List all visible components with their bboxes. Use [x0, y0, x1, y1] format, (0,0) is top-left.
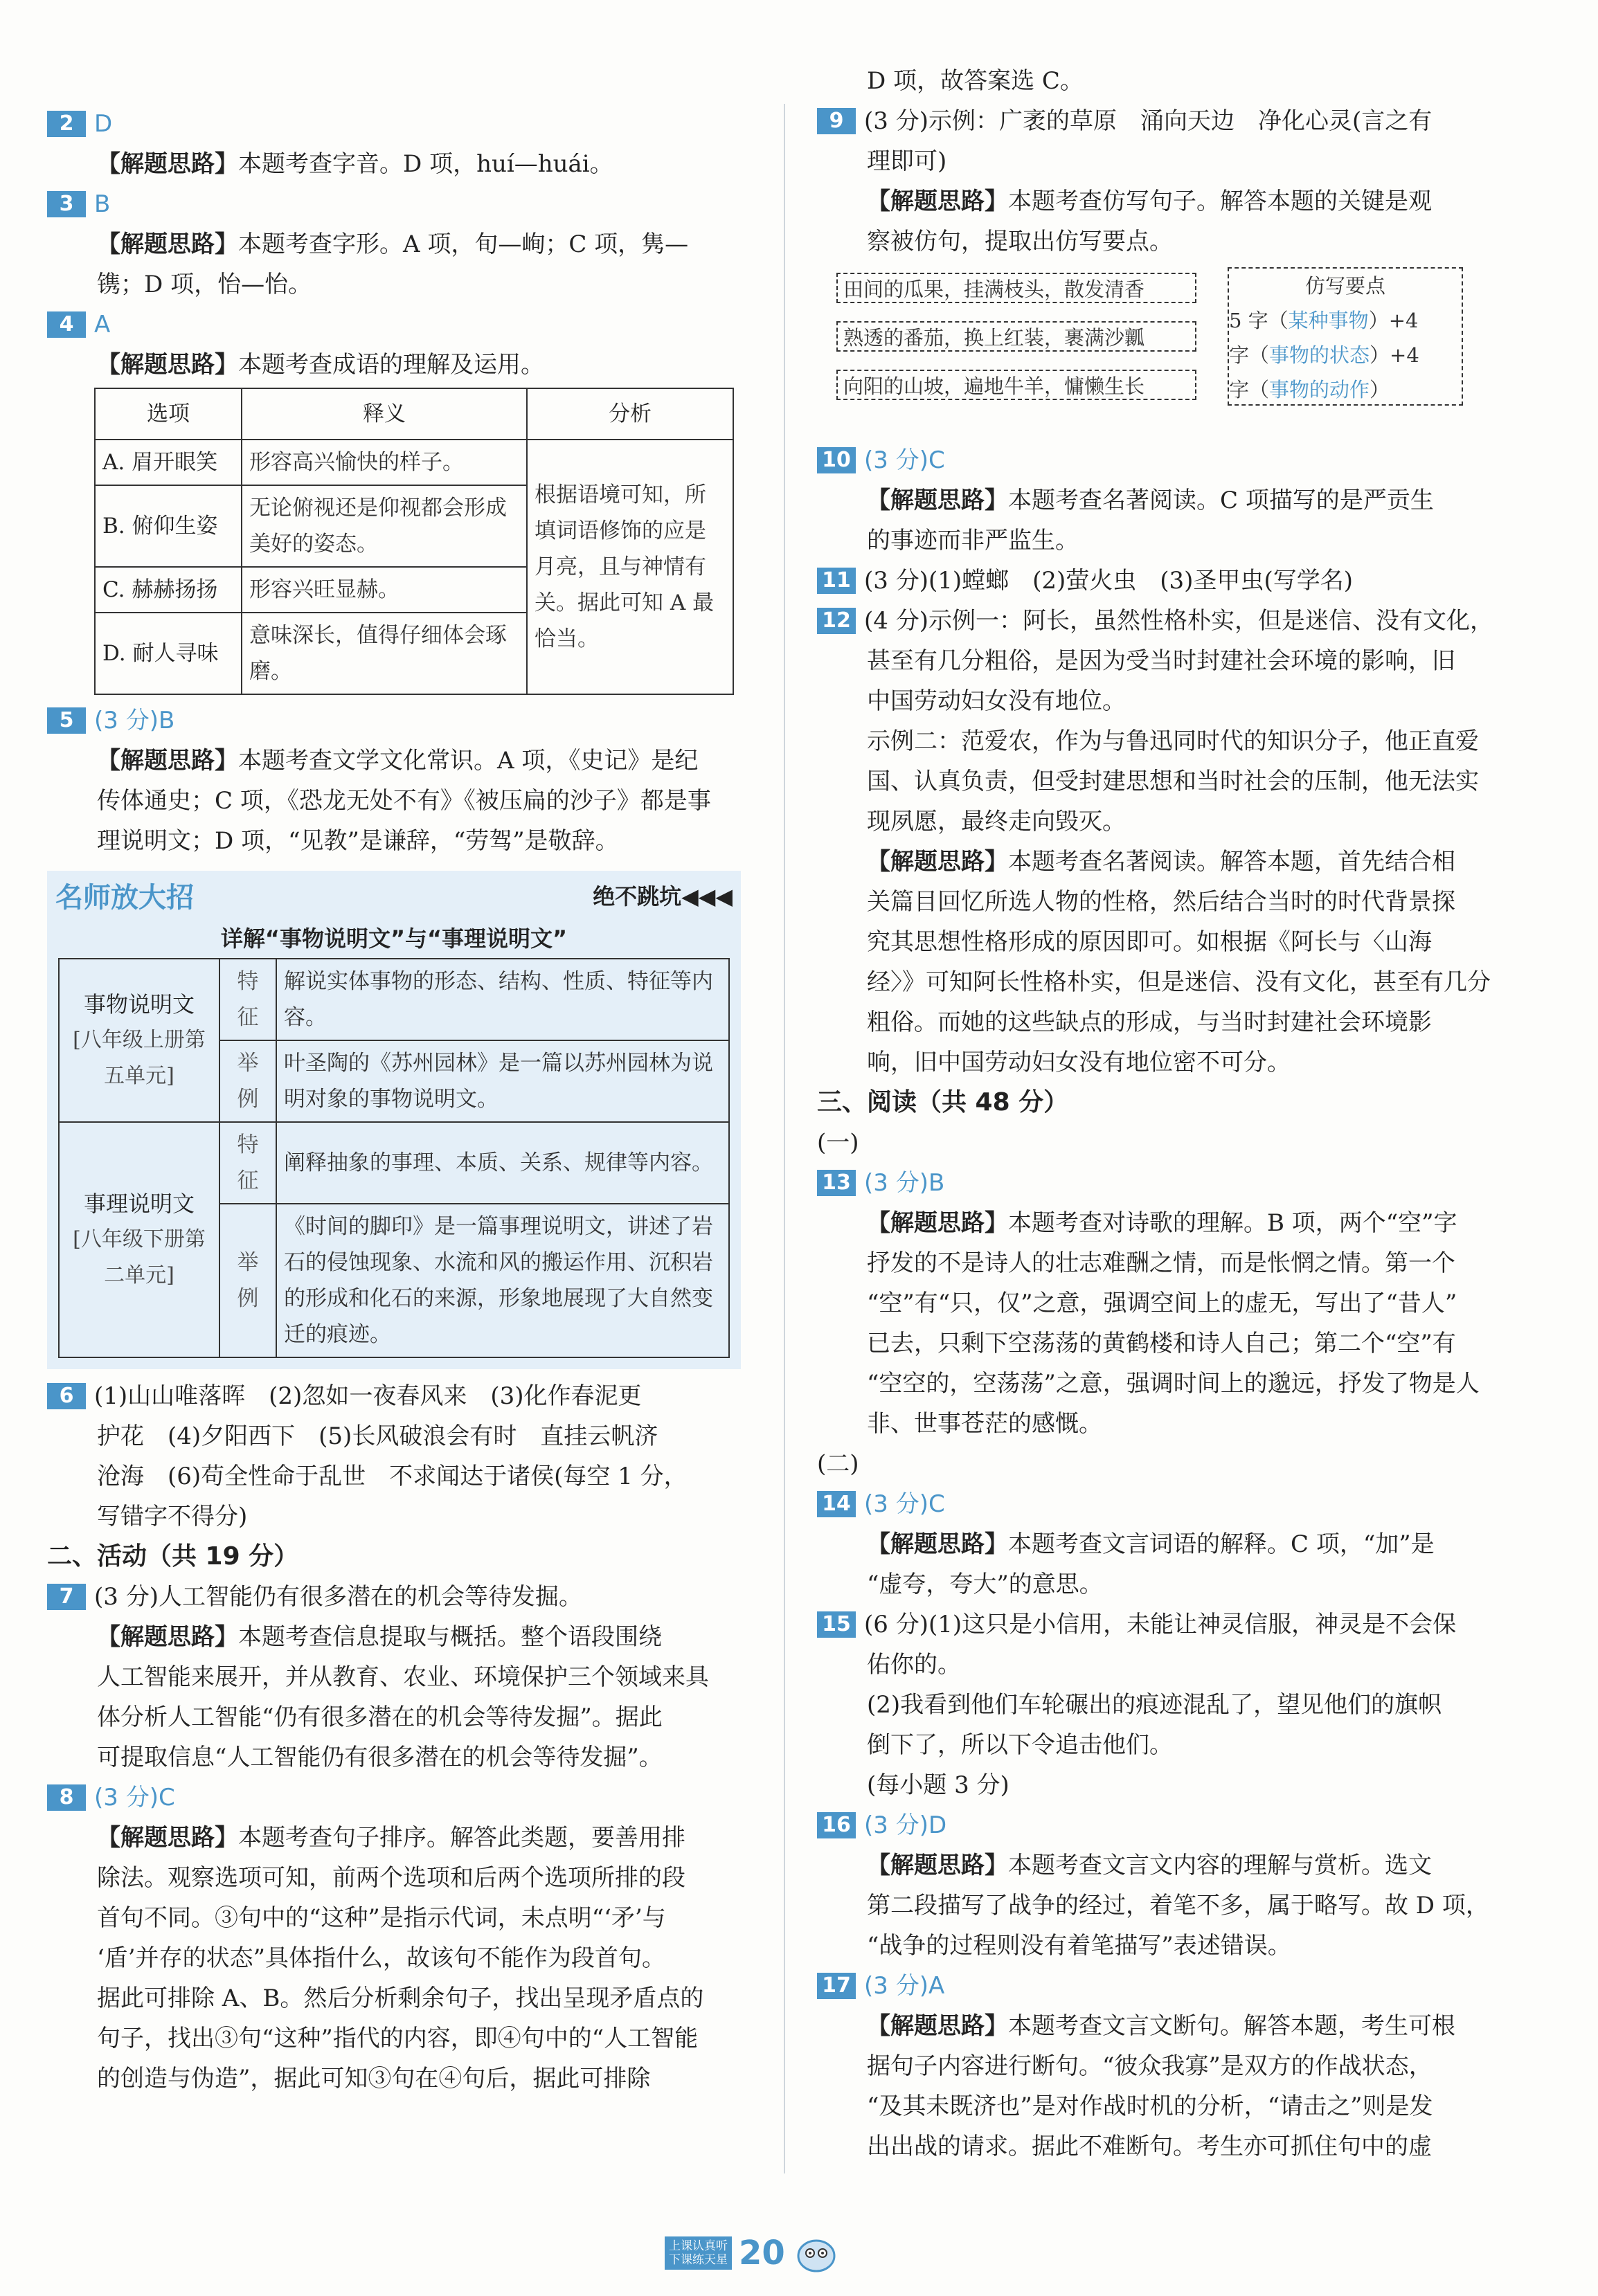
example-text: 叶圣陶的《苏州园林》是一篇以苏州园林为说明对象的事物说明文。 — [276, 1040, 729, 1122]
table-header: 分析 — [527, 388, 733, 440]
question-number: 2 — [47, 111, 86, 137]
category-unit: [八年级上册第五单元] — [73, 1028, 206, 1088]
section-heading: 三、阅读（共 48 分） — [817, 1088, 1069, 1117]
explain-text: 传体通史；C 项，《恐龙无处不有》《被压扁的沙子》都是事 — [97, 787, 711, 815]
tip-right-label: 绝不跳坑◀◀◀ — [593, 883, 733, 910]
explain-text: 的事迹而非严监生。 — [867, 527, 1079, 554]
explain-16 — [817, 1845, 1523, 1886]
explain-text: 出出战的请求。据此不难断句。考生亦可抓住句中的虚 — [867, 2133, 1432, 2160]
category-unit: [八年级下册第二单元] — [73, 1227, 206, 1287]
explain-tag: 【解题思路】 — [867, 848, 1008, 876]
table-cell: D. 耐人寻味 — [95, 613, 242, 694]
point-text: 字（ — [1229, 343, 1270, 367]
answer-text: 佑你的。 — [867, 1651, 961, 1679]
point-line — [1229, 338, 1462, 372]
explain-12 — [817, 842, 1523, 882]
question-number: 9 — [817, 108, 856, 134]
explain-text: “虚夸，夸大”的意思。 — [867, 1571, 1103, 1598]
explain-5 — [47, 741, 741, 781]
explain-text: 据此可排除 A、B。然后分析剩余句子，找出呈现矛盾点的 — [97, 1985, 704, 2012]
point-text: 5 字（ — [1229, 309, 1289, 332]
answer-text: 护花 (4)夕阳西下 (5)长风破浪会有时 直挂云帆济 — [97, 1422, 658, 1450]
table-cell: 意味深长，值得仔细体会琢磨。 — [242, 613, 527, 694]
question-7 — [47, 1577, 741, 1617]
answer-text: (1)山山唯落晖 (2)忽如一夜春风来 (3)化作春泥更 — [94, 1382, 642, 1410]
question-10 — [817, 440, 1523, 480]
answer-text: 中国劳动妇女没有地位。 — [867, 687, 1126, 715]
feature-label: 特征 — [219, 1122, 276, 1204]
answer-text: 理即可) — [867, 147, 947, 175]
question-number: 12 — [817, 608, 856, 634]
answer: A — [94, 311, 111, 338]
explain-tag: 【解题思路】 — [97, 747, 238, 775]
imitation-diagram — [836, 267, 1523, 433]
explain-text: “战争的过程则没有着笔描写”表述错误。 — [867, 1932, 1291, 1960]
explain-text: “空空的，空荡荡”之意，强调时间上的邈远，抒发了物是人 — [867, 1370, 1480, 1398]
explain-8 — [47, 1818, 741, 1858]
feature-text: 解说实体事物的形态、结构、性质、特征等内容。 — [276, 959, 729, 1040]
question-13 — [817, 1163, 1523, 1203]
explain-tag: 【解题思路】 — [97, 1824, 238, 1852]
page-number: 20 — [739, 2234, 785, 2272]
explain-text: 本题考查信息提取与概括。整个语段围绕 — [238, 1623, 662, 1651]
explain-tag: 【解题思路】 — [867, 1209, 1008, 1237]
example-label: 举例 — [219, 1204, 276, 1357]
explain-text: 经〉》可知阿长性格朴实，但是迷信、没有文化，甚至有几分 — [867, 968, 1491, 996]
answer: (3 分)D — [864, 1811, 947, 1839]
answer: (3 分)A — [864, 1972, 945, 2000]
explain-text: 粗俗。而她的这些缺点的形成，与当时封建社会环境影 — [867, 1009, 1432, 1036]
explain-text: 抒发的不是诗人的壮志难酬之情，而是怅惘之情。第一个 — [867, 1249, 1455, 1277]
explain-text: 本题考查文言文断句。解答本题，考生可根 — [1008, 2012, 1455, 2040]
explain-text: 究其思想性格形成的原因即可。如根据《阿长与〈山海 — [867, 928, 1432, 956]
question-2 — [47, 104, 741, 144]
question-17 — [817, 1966, 1523, 2006]
explain-9 — [817, 181, 1523, 222]
answer-text: 倒下了，所以下令追击他们。 — [867, 1731, 1173, 1759]
answer: (3 分)C — [94, 1784, 175, 1811]
question-number: 14 — [817, 1491, 856, 1517]
question-number: 17 — [817, 1973, 856, 1999]
question-number: 5 — [47, 707, 86, 734]
table-cell: 根据语境可知，所填词语修饰的应是月亮，且与神情有关。据此可知 A 最恰当。 — [527, 440, 733, 694]
explain-tag: 【解题思路】 — [867, 2012, 1008, 2040]
explain-17 — [817, 2006, 1523, 2046]
explain-text: 本题考查名著阅读。解答本题，首先结合相 — [1008, 848, 1455, 876]
explain-4 — [47, 345, 741, 385]
table-cell: C. 赫赫扬扬 — [95, 567, 242, 613]
table-cell: 无论俯视还是仰视都会形成美好的姿态。 — [242, 485, 527, 567]
explain-text: 非、世事苍茫的感慨。 — [867, 1410, 1102, 1438]
explain-tag: 【解题思路】 — [97, 351, 238, 379]
page-footer — [665, 2222, 900, 2284]
explain-text: 本题考查文学文化常识。A 项，《史记》是纪 — [238, 747, 699, 775]
explain-text: 本题考查成语的理解及运用。 — [238, 351, 544, 379]
question-number: 8 — [47, 1784, 86, 1811]
explain-text: 本题考查字音。D 项，huí—huái。 — [238, 150, 613, 178]
explain-text: 察被仿句，提取出仿写要点。 — [867, 228, 1173, 255]
explain-text: 句子，找出③句“这种”指代的内容，即④句中的“人工智能 — [97, 2025, 699, 2052]
point-line — [1229, 303, 1462, 338]
idiom-table — [94, 388, 734, 695]
points-title: 仿写要点 — [1304, 274, 1385, 298]
explain-text: 第二段描写了战争的经过，着笔不多，属于略写。故 D 项， — [867, 1892, 1489, 1919]
explain-tag: 【解题思路】 — [97, 230, 238, 258]
feature-label: 特征 — [219, 959, 276, 1040]
question-8 — [47, 1778, 741, 1818]
table-cell: A. 眉开眼笑 — [95, 440, 242, 485]
part-label: (一) — [817, 1129, 859, 1157]
question-4 — [47, 305, 741, 345]
footer-slogan — [665, 2236, 732, 2270]
slogan-line: 上课认真听 — [669, 2239, 728, 2253]
explain-text: “及其未既济也”是对作战时机的分析，“请击之”则是发 — [867, 2092, 1433, 2120]
point-text: ）+4 — [1368, 309, 1419, 332]
example-sentence: 田间的瓜果，挂满枝头，散发清香 — [836, 273, 1196, 303]
example-text: 《时间的脚印》是一篇事理说明文，讲述了岩石的侵蚀现象、水流和风的搬运作用、沉积岩的形成和化石的来源，形象地展现了大自然变迁的痕迹。 — [276, 1204, 729, 1357]
answer: (3 分)C — [864, 446, 945, 474]
question-number: 4 — [47, 311, 86, 338]
explain-2 — [47, 144, 741, 184]
explain-text: 体分析人工智能“仍有很多潜在的机会等待发掘”。据此 — [97, 1703, 663, 1731]
explain-text: 关篇目回忆所选人物的性格，然后结合当时的时代背景探 — [867, 888, 1455, 916]
question-number: 11 — [817, 568, 856, 594]
question-11 — [817, 561, 1523, 601]
question-number: 7 — [47, 1584, 86, 1610]
question-14 — [817, 1484, 1523, 1524]
explain-text: 本题考查文言词语的解释。C 项，“加”是 — [1008, 1530, 1435, 1558]
question-number: 15 — [817, 1611, 856, 1638]
table-header: 选项 — [95, 388, 242, 440]
answer-text: 写错字不得分) — [97, 1503, 248, 1530]
answer: (3 分)C — [864, 1490, 945, 1518]
explain-text: 本题考查字形。A 项，旬—峋；C 项，隽— — [238, 230, 689, 258]
column-divider — [784, 104, 785, 2173]
explain-text: 据句子内容进行断句。“彼众我寡”是双方的作战状态， — [867, 2052, 1433, 2080]
question-6 — [47, 1376, 741, 1416]
question-9 — [817, 101, 1523, 141]
answer-text: 示例二：范爱农，作为与鲁迅同时代的知识分子，他正直爱 — [867, 727, 1479, 755]
explain-text: 已去，只剩下空荡荡的黄鹤楼和诗人自己；第二个“空”有 — [867, 1330, 1456, 1357]
question-number: 10 — [817, 447, 856, 473]
answer-text: (4 分)示例一：阿长，虽然性格朴实，但是迷信、没有文化， — [864, 607, 1493, 635]
answer-text: (6 分)(1)这只是小信用，未能让神灵信服，神灵是不会保 — [864, 1611, 1457, 1638]
explain-14 — [817, 1524, 1523, 1564]
explain-text: “空”有“只，仅”之意，强调空间上的虚无，写出了“昔人” — [867, 1290, 1457, 1317]
explain-text: 本题考查文言文内容的理解与赏析。选文 — [1008, 1852, 1432, 1879]
left-column — [47, 104, 741, 2099]
answer-text: (2)我看到他们车轮碾出的痕迹混乱了，望见他们的旗帜 — [867, 1691, 1442, 1719]
tip-subtitle: 详解“事物说明文”与“事理说明文” — [220, 925, 568, 952]
category-name: 事物说明文 — [83, 991, 195, 1018]
table-header: 释义 — [242, 388, 527, 440]
answer: (3 分)B — [94, 707, 175, 734]
tip-logo: 名师放大招 — [55, 881, 194, 914]
question-15 — [817, 1605, 1523, 1645]
explain-3 — [47, 224, 741, 264]
explain-text: 可提取信息“人工智能仍有很多潜在的机会等待发掘”。 — [97, 1744, 663, 1771]
explain-text: 镌；D 项，怡—怡。 — [97, 271, 312, 298]
imitation-points — [1228, 267, 1463, 406]
right-column — [817, 67, 1523, 2167]
point-text: 字（ — [1229, 378, 1270, 401]
question-number: 13 — [817, 1170, 856, 1196]
answer: B — [94, 190, 111, 218]
table-cell: B. 俯仰生姿 — [95, 485, 242, 567]
explain-text: 除法。观察选项可知，前两个选项和后两个选项所排的段 — [97, 1864, 685, 1892]
example-sentence: 熟透的番茄，换上红装，裹满沙瓤 — [836, 321, 1196, 352]
point-text: ）+4 — [1370, 343, 1419, 367]
answer-text: (每小题 3 分) — [867, 1771, 1009, 1799]
point-key: 某种事物 — [1288, 309, 1369, 332]
explain-text: 响，旧中国劳动妇女没有地位密不可分。 — [867, 1049, 1291, 1076]
point-key: 事物的动作 — [1269, 378, 1370, 401]
continued-text: D 项，故答案选 C。 — [867, 67, 1084, 95]
answer-text: 沧海 (6)苟全性命于乱世 不求闻达于诸侯(每空 1 分， — [97, 1463, 688, 1490]
question-12 — [817, 601, 1523, 641]
explain-tag: 【解题思路】 — [867, 1852, 1008, 1879]
explain-10 — [817, 480, 1523, 521]
part-label: (二) — [817, 1450, 859, 1478]
answer-text: 现夙愿，最终走向毁灭。 — [867, 808, 1126, 835]
example-sentence: 向阳的山坡，遍地牛羊，慵懒生长 — [836, 370, 1196, 400]
table-cell: 形容兴旺显赫。 — [242, 567, 527, 613]
explain-text: 的创造与伪造”，据此可知③句在④句后，据此可排除 — [97, 2065, 651, 2092]
category-cell — [59, 1122, 219, 1357]
explain-text: 本题考查名著阅读。C 项描写的是严贡生 — [1008, 487, 1434, 514]
explain-text: 首句不同。③句中的“这种”是指示代词，未点明“‘矛’与 — [97, 1904, 666, 1932]
explain-tag: 【解题思路】 — [97, 1623, 238, 1651]
question-5 — [47, 700, 741, 741]
explain-tag: 【解题思路】 — [97, 150, 238, 178]
explain-tag: 【解题思路】 — [867, 1530, 1008, 1558]
explain-text: 本题考查句子排序。解答此类题，要善用排 — [238, 1824, 685, 1852]
category-name: 事理说明文 — [83, 1191, 195, 1217]
explain-text: 本题考查对诗歌的理解。B 项，两个“空”字 — [1008, 1209, 1457, 1237]
question-number: 16 — [817, 1812, 856, 1838]
point-line — [1229, 372, 1462, 407]
table-cell: 形容高兴愉快的样子。 — [242, 440, 527, 485]
answer-text: (3 分)示例：广袤的草原 涌向天边 净化心灵(言之有 — [864, 107, 1433, 135]
slogan-line: 下课练天星 — [669, 2253, 728, 2267]
explain-text: 理说明文；D 项，“见教”是谦辞，“劳驾”是敬辞。 — [97, 827, 619, 855]
explain-text: ‘盾’并存的状态”具体指什么，故该句不能作为段首句。 — [97, 1944, 665, 1972]
answer-text: (3 分)人工智能仍有很多潜在的机会等待发掘。 — [94, 1583, 582, 1611]
teacher-tip-box — [47, 871, 741, 1369]
point-text: ） — [1370, 378, 1390, 401]
example-label: 举例 — [219, 1040, 276, 1122]
section-heading: 二、活动（共 19 分） — [47, 1542, 299, 1571]
point-key: 事物的状态 — [1269, 343, 1370, 367]
question-number: 3 — [47, 191, 86, 217]
category-cell — [59, 959, 219, 1122]
explain-text: 本题考查仿写句子。解答本题的关键是观 — [1008, 188, 1432, 215]
answer-text: 甚至有几分粗俗，是因为受当时封建社会环境的影响，旧 — [867, 647, 1455, 675]
tip-header — [47, 871, 741, 919]
explain-7 — [47, 1617, 741, 1657]
explain-tag: 【解题思路】 — [867, 487, 1008, 514]
question-16 — [817, 1805, 1523, 1845]
answer-text: (3 分)(1)螳螂 (2)萤火虫 (3)圣甲虫(写学名) — [864, 567, 1353, 595]
question-number: 6 — [47, 1383, 86, 1409]
answer: (3 分)B — [864, 1169, 945, 1197]
mascot-icon — [792, 2232, 841, 2274]
explain-13 — [817, 1203, 1523, 1243]
question-3 — [47, 184, 741, 224]
tip-table — [58, 958, 730, 1358]
explain-tag: 【解题思路】 — [867, 188, 1008, 215]
feature-text: 阐释抽象的事理、本质、关系、规律等内容。 — [276, 1122, 729, 1204]
explain-text: 人工智能来展开，并从教育、农业、环境保护三个领域来具 — [97, 1663, 709, 1691]
answer: D — [94, 110, 113, 138]
answer-text: 国、认真负责，但受封建思想和当时社会的压制，他无法实 — [867, 768, 1479, 795]
